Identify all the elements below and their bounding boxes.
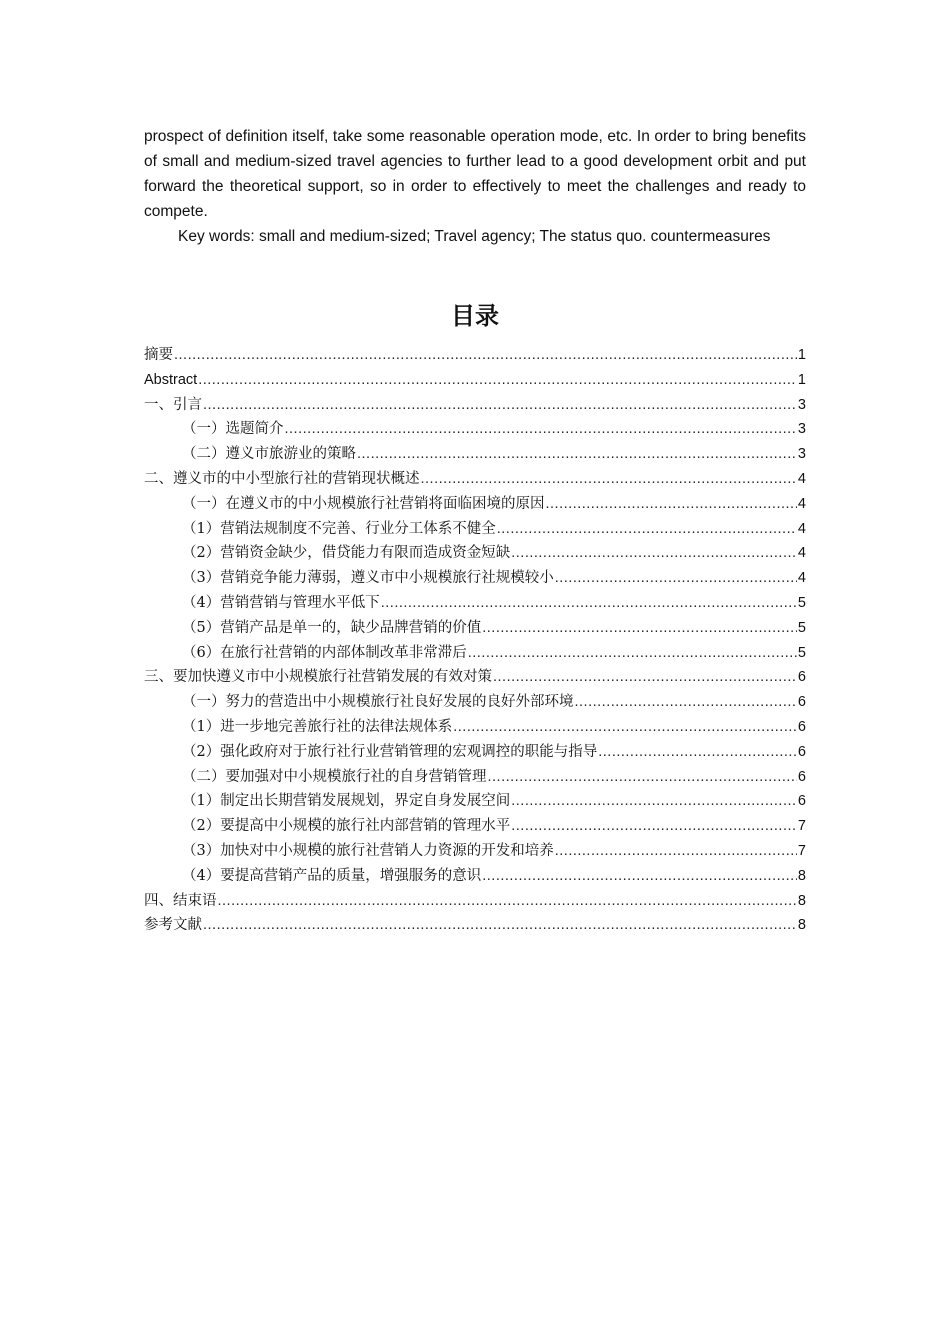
toc-dot-leader [198,368,797,393]
toc-dot-leader [482,864,797,889]
toc-entry-page-number: 7 [797,818,806,835]
toc-entry[interactable] [144,814,806,839]
toc-entry[interactable] [144,740,806,765]
toc-entry-page-number: 6 [797,694,806,711]
toc-entry-page-number: 4 [797,570,806,587]
toc-entry-label: （3）营销竞争能力薄弱，遵义市中小规模旅行社规模较小 [182,570,554,587]
toc-dot-leader [381,591,797,616]
toc-entry-page-number: 6 [797,793,806,810]
toc-entry-page-number: 3 [797,396,806,413]
toc-entry-label: 四、结束语 [144,892,217,909]
toc-entry-label: （1）制定出长期营销发展规划，界定自身发展空间 [182,793,511,810]
toc-entry[interactable] [144,641,806,666]
toc-entry-page-number: 8 [797,867,806,884]
toc-dot-leader [511,541,797,566]
toc-entry-page-number: 6 [797,743,806,760]
toc-dot-leader [555,839,797,864]
toc-entry-page-number: 8 [797,917,806,934]
toc-entry-page-number: 3 [797,446,806,463]
toc-entry[interactable] [144,343,806,368]
toc-entry[interactable] [144,442,806,467]
toc-dot-leader [218,889,797,914]
toc-entry-label: 三、要加快遵义市中小规模旅行社营销发展的有效对策 [144,669,492,686]
toc-dot-leader [482,616,797,641]
toc-entry[interactable] [144,368,806,393]
toc-dot-leader [488,765,797,790]
toc-entry-page-number: 4 [797,470,806,487]
toc-entry-page-number: 5 [797,619,806,636]
toc-entry[interactable] [144,591,806,616]
toc-entry-label: 参考文献 [144,917,202,934]
toc-entry-label: Abstract [144,371,198,388]
toc-entry-label: （一）努力的营造出中小规模旅行社良好发展的良好外部环境 [182,694,574,711]
toc-entry-label: （3）加快对中小规模的旅行社营销人力资源的开发和培养 [182,842,554,859]
toc-entry-page-number: 8 [797,892,806,909]
toc-entry[interactable] [144,417,806,442]
toc-entry-page-number: 7 [797,842,806,859]
toc-title: 目录 [451,302,499,330]
toc-entry[interactable] [144,393,806,418]
toc-entry-label: 一、引言 [144,396,202,413]
toc-dot-leader [555,566,797,591]
toc-entry-label: （1）营销法规制度不完善、行业分工体系不健全 [182,520,496,537]
toc-dot-leader [493,665,797,690]
toc-entry-label: （二）遵义市旅游业的策略 [182,446,356,463]
toc-dot-leader [497,517,797,542]
toc-entry-label: （6）在旅行社营销的内部体制改革非常滞后 [182,644,467,661]
toc-entry-label: 二、遵义市的中小型旅行社的营销现状概述 [144,470,420,487]
table-of-contents [144,343,806,938]
toc-dot-leader [598,740,797,765]
toc-entry-page-number: 3 [797,421,806,438]
toc-entry[interactable] [144,690,806,715]
toc-entry-page-number: 6 [797,718,806,735]
toc-entry[interactable] [144,517,806,542]
toc-entry-page-number: 6 [797,768,806,785]
document-page [144,124,806,934]
toc-entry[interactable] [144,789,806,814]
toc-entry[interactable] [144,765,806,790]
toc-entry-page-number: 1 [797,347,806,363]
toc-dot-leader [203,913,797,938]
toc-dot-leader [575,690,797,715]
toc-entry-page-number: 1 [797,371,806,388]
toc-entry-label: （一）选题简介 [182,421,284,438]
toc-entry-label: （2）要提高中小规模的旅行社内部营销的管理水平 [182,818,511,835]
toc-entry-page-number: 4 [797,545,806,562]
toc-entry[interactable] [144,715,806,740]
abstract-paragraph-tail: prospect of definition itself, take some reasonable operation mode, etc. In order to bring benefits of small and medium-sized travel agencies to further lead to a good development orbit and put forward the theoretical support, so in order to effectively to meet the challenges and ready to compete. [144,128,806,220]
toc-entry[interactable] [144,889,806,914]
toc-dot-leader [357,442,797,467]
toc-dot-leader [421,467,797,492]
toc-entry-page-number: 5 [797,594,806,611]
toc-dot-leader [546,492,797,517]
toc-entry-page-number: 4 [797,520,806,537]
toc-entry-label: （2）强化政府对于旅行社行业营销管理的宏观调控的职能与指导 [182,743,598,760]
toc-dot-leader [511,789,797,814]
toc-entry-label: 摘要 [144,347,173,363]
toc-entry[interactable] [144,541,806,566]
toc-entry[interactable] [144,616,806,641]
toc-entry[interactable] [144,566,806,591]
keywords-line: Key words: small and medium-sized; Travel agency; The status quo. countermeasures [178,228,771,245]
toc-entry-label: （4）要提高营销产品的质量，增强服务的意识 [182,867,482,884]
toc-entry[interactable] [144,913,806,938]
toc-entry-page-number: 4 [797,495,806,512]
toc-dot-leader [511,814,797,839]
toc-dot-leader [468,641,797,666]
toc-entry-label: （5）营销产品是单一的，缺少品牌营销的价值 [182,619,482,636]
toc-dot-leader [174,343,797,368]
toc-entry[interactable] [144,492,806,517]
toc-entry[interactable] [144,864,806,889]
toc-entry[interactable] [144,467,806,492]
toc-dot-leader [203,393,797,418]
toc-entry[interactable] [144,665,806,690]
toc-entry-page-number: 6 [797,669,806,686]
toc-entry[interactable] [144,839,806,864]
toc-entry-label: （4）营销营销与管理水平低下 [182,594,380,611]
toc-entry-label: （二）要加强对中小规模旅行社的自身营销管理 [182,768,487,785]
toc-dot-leader [453,715,797,740]
toc-entry-label: （2）营销资金缺少，借贷能力有限而造成资金短缺 [182,545,511,562]
toc-entry-label: （一）在遵义市的中小规模旅行社营销将面临困境的原因 [182,495,545,512]
toc-dot-leader [285,417,797,442]
toc-entry-label: （1）进一步地完善旅行社的法律法规体系 [182,718,453,735]
toc-entry-page-number: 5 [797,644,806,661]
